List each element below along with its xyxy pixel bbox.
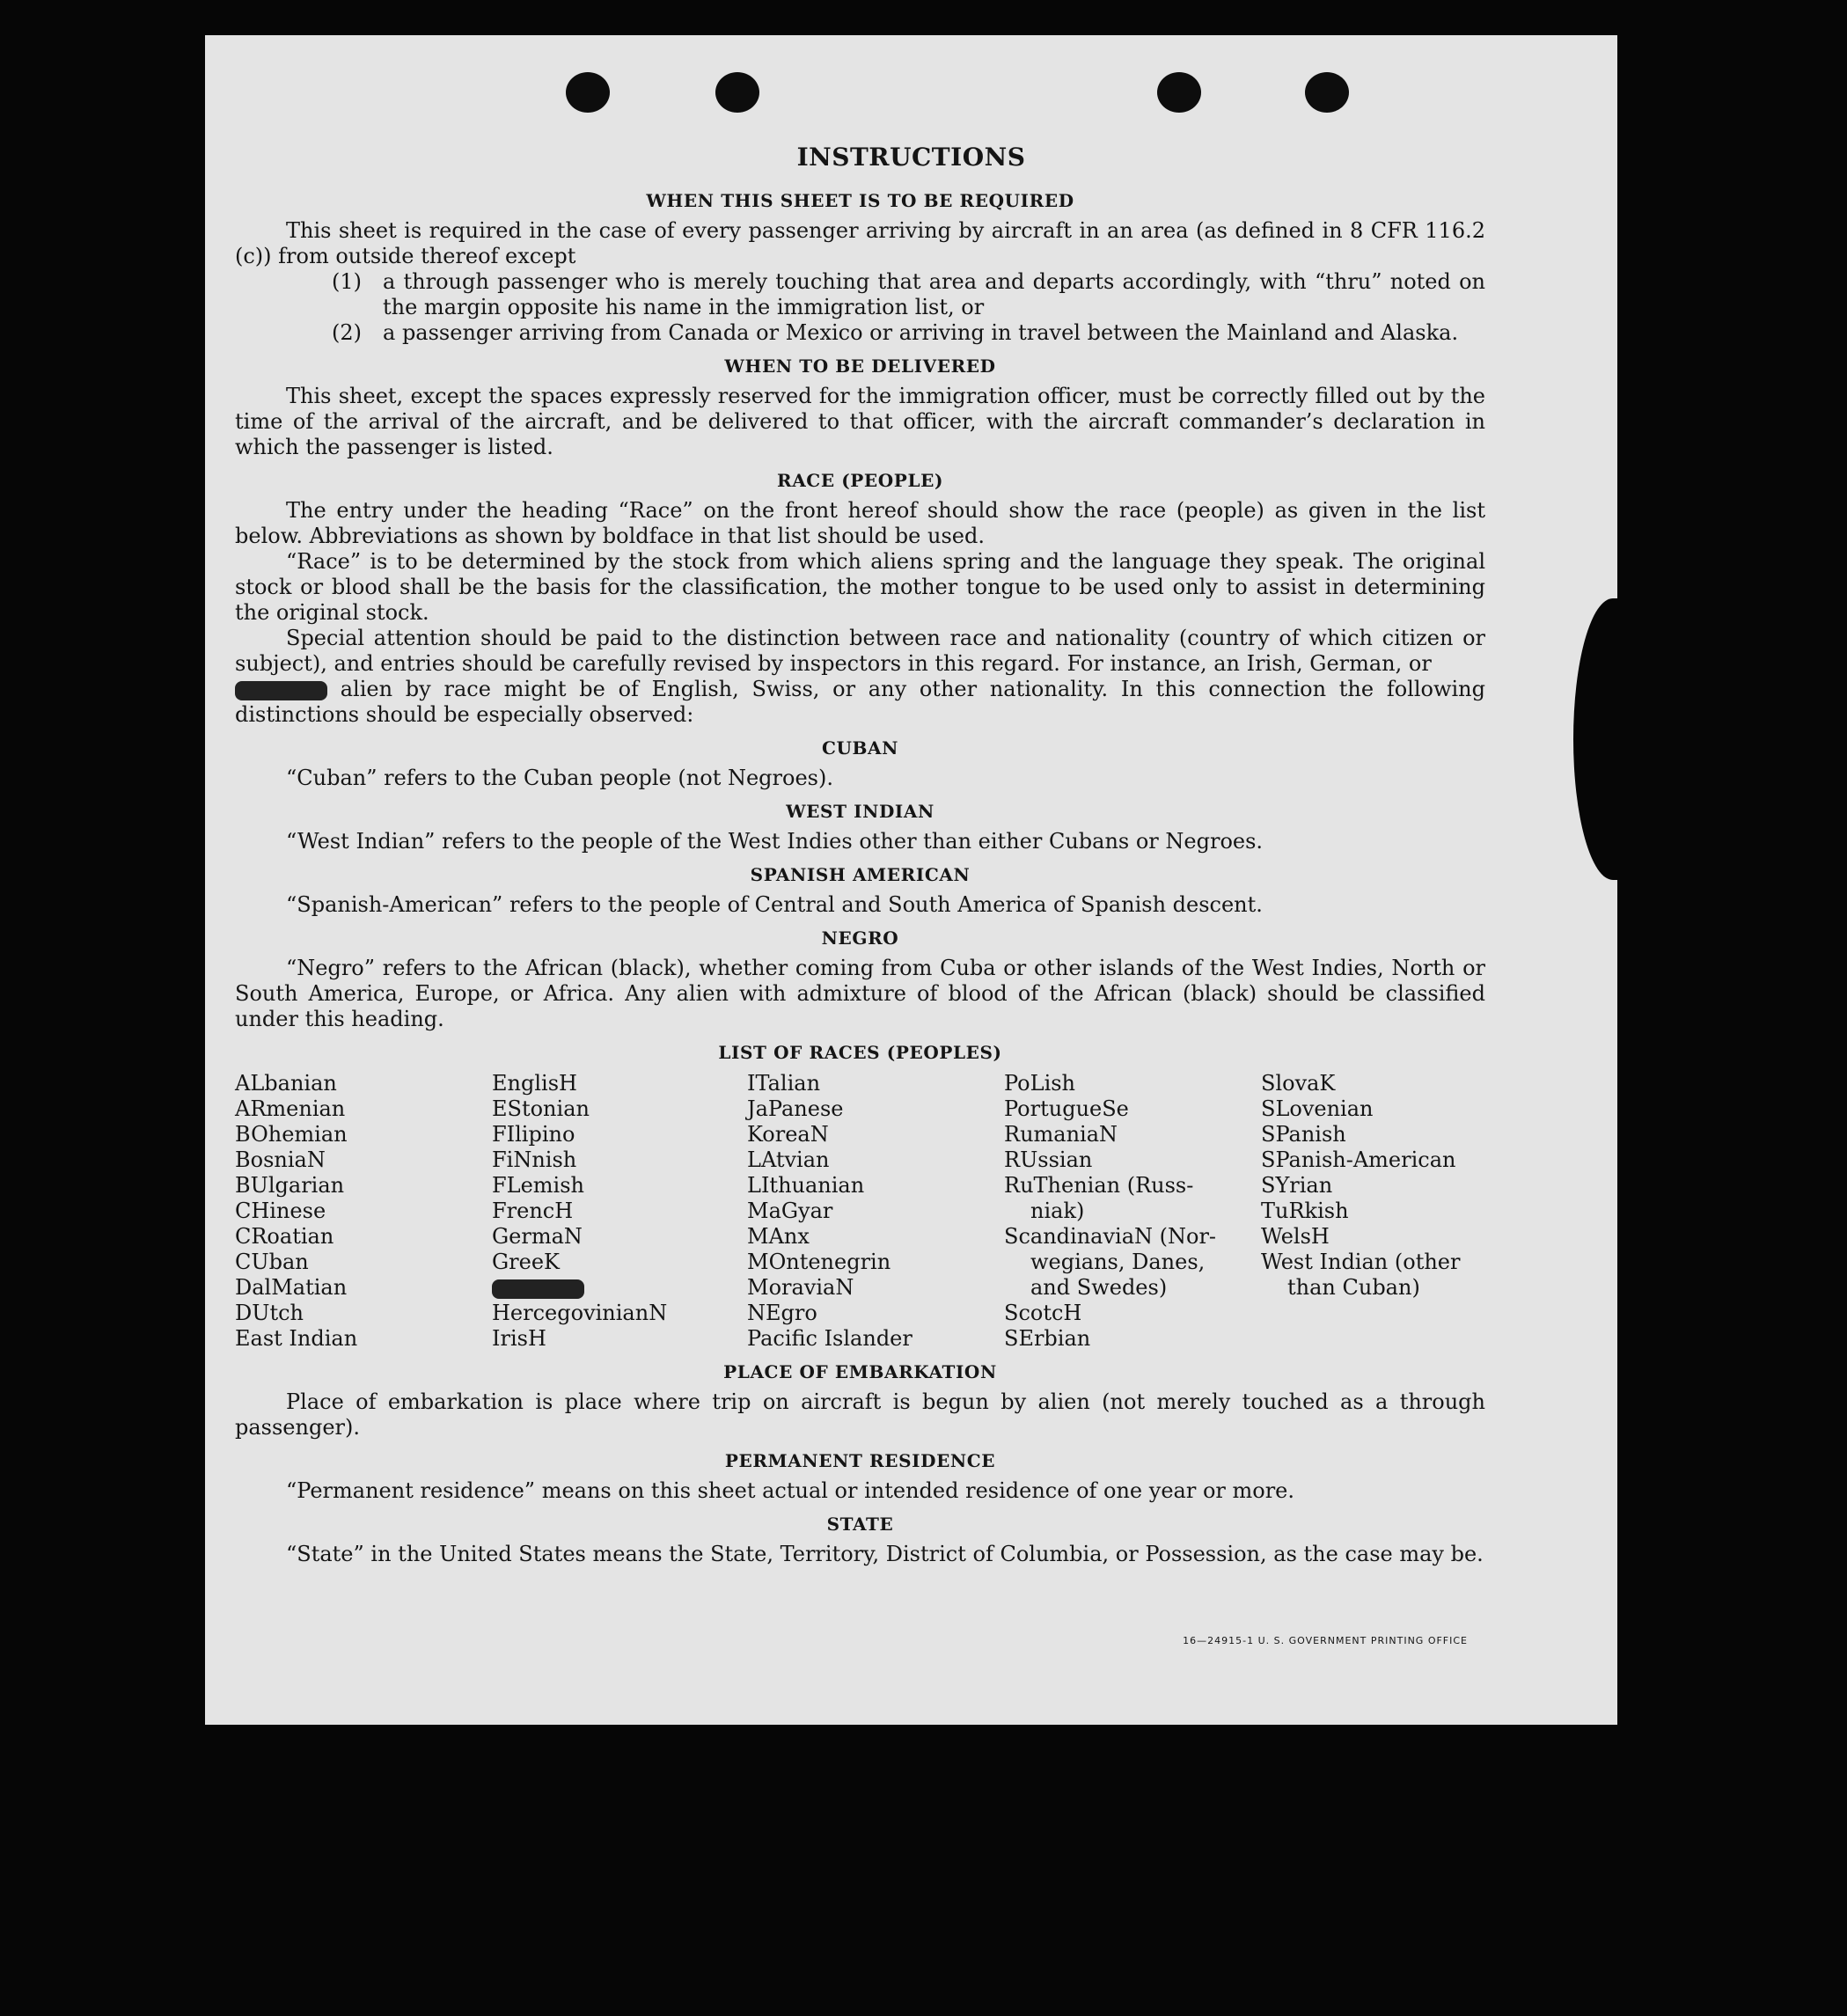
race-item: Pacific Islander (747, 1326, 913, 1351)
race-item: PortugueSe (1004, 1096, 1129, 1121)
redaction-mark (492, 1279, 584, 1299)
paragraph: “Spanish-American” refers to the people of Central and South America of Spanish descent. (286, 892, 1263, 917)
race-item: ITalian (747, 1071, 821, 1096)
race-item: niak) (1030, 1199, 1085, 1223)
item-text: a passenger arriving from Canada or Mexico or arriving in travel between the Mainland and Alaska. (383, 320, 1459, 345)
race-item: West Indian (other (1261, 1250, 1461, 1274)
race-item: GreeK (492, 1250, 560, 1274)
paragraph: “Race” is to be determined by the stock from which aliens spring and the language they speak. The original stock or blood shall be the basis for the classification, the mother tongue to be used only to assist in determining the original stock. (235, 549, 1485, 625)
item-number: (2) (332, 320, 362, 345)
punch-hole (715, 72, 759, 113)
section-heading: WHEN TO BE DELIVERED (724, 356, 996, 377)
race-item: ARmenian (235, 1096, 346, 1121)
race-item: ScandinaviaN (Nor- (1004, 1224, 1217, 1249)
race-item: FiNnish (492, 1147, 577, 1172)
race-item: SYrian (1261, 1173, 1333, 1198)
section-heading: WHEN THIS SHEET IS TO BE REQUIRED (646, 190, 1074, 211)
race-item: EnglisH (492, 1071, 577, 1096)
section-heading: LIST OF RACES (PEOPLES) (718, 1042, 1002, 1063)
paragraph: Place of embarkation is place where trip on aircraft is begun by alien (not merely touched as a through passenger). (235, 1389, 1485, 1440)
punch-hole (1157, 72, 1201, 113)
paragraph: “Cuban” refers to the Cuban people (not Negroes). (286, 766, 833, 790)
punch-hole (566, 72, 610, 113)
race-item: LAtvian (747, 1147, 830, 1172)
race-item: RumaniaN (1004, 1122, 1118, 1147)
race-item: HercegovinianN (492, 1301, 668, 1325)
race-item: ScotcH (1004, 1301, 1082, 1325)
race-item: EStonian (492, 1096, 590, 1121)
race-item: BUlgarian (235, 1173, 345, 1198)
race-item: CRoatian (235, 1224, 334, 1249)
race-item: IrisH (492, 1326, 546, 1351)
race-item: FrencH (492, 1199, 574, 1223)
section-heading: PLACE OF EMBARKATION (723, 1361, 997, 1382)
list-item (332, 320, 1485, 346)
paragraph-text: alien by race might be of English, Swiss, or any other nationality. In this connection the following distinctions should be especially observed: (235, 677, 1485, 727)
paragraph: “State” in the United States means the State, Territory, District of Columbia, or Possession, as the case may be. (286, 1542, 1484, 1566)
race-item: and Swedes) (1030, 1275, 1168, 1300)
section-heading: RACE (PEOPLE) (776, 470, 944, 491)
paragraph: The entry under the heading “Race” on the front hereof should show the race (people) as given in the list below. Abbreviations as shown by boldface in that list should be used. (235, 498, 1485, 548)
race-column (747, 1071, 1004, 1352)
race-item: SlovaK (1261, 1071, 1336, 1096)
race-item: JaPanese (747, 1096, 844, 1121)
race-item: TuRkish (1261, 1199, 1349, 1223)
race-item: CHinese (235, 1199, 326, 1223)
section-heading: STATE (826, 1514, 894, 1535)
paragraph: “Negro” refers to the African (black), whether coming from Cuba or other islands of the West Indies, North or South America, Europe, or Africa. Any alien with admixture of blood of the African (black) should be classified under this heading. (235, 956, 1485, 1031)
section-heading: PERMANENT RESIDENCE (724, 1450, 996, 1471)
race-item: FIlipino (492, 1122, 575, 1147)
race-item: RuThenian (Russ- (1004, 1173, 1194, 1198)
punch-hole (1305, 72, 1349, 113)
section-heading: SPANISH AMERICAN (750, 864, 971, 885)
race-item: MoraviaN (747, 1275, 854, 1300)
race-item: KoreaN (747, 1122, 829, 1147)
race-column (492, 1071, 747, 1352)
race-item: MOntenegrin (747, 1250, 891, 1274)
printer-imprint: 16—24915-1 U. S. GOVERNMENT PRINTING OFFICE (1183, 1635, 1468, 1646)
torn-edge (1573, 598, 1617, 880)
document-sheet (205, 35, 1617, 1725)
item-text: a through passenger who is merely touching that area and departs accordingly, with “thru” noted on the margin opposite his name in the immigration list, or (383, 269, 1485, 319)
race-item: SPanish-American (1261, 1147, 1456, 1172)
page-title: INSTRUCTIONS (796, 143, 1026, 172)
race-item: NEgro (747, 1301, 817, 1325)
race-item: LIthuanian (747, 1173, 865, 1198)
redaction-mark (235, 681, 327, 700)
paragraph: “Permanent residence” means on this sheet actual or intended residence of one year or more. (286, 1478, 1294, 1503)
section-heading: WEST INDIAN (786, 801, 934, 822)
race-item: WelsH (1261, 1224, 1330, 1249)
section-heading: NEGRO (821, 927, 899, 949)
race-item: East Indian (235, 1326, 358, 1351)
race-column (1004, 1071, 1261, 1352)
instructions-body (235, 180, 1485, 1567)
race-item: SLovenian (1261, 1096, 1374, 1121)
race-item: SPanish (1261, 1122, 1346, 1147)
race-item: MAnx (747, 1224, 810, 1249)
race-item: BosniaN (235, 1147, 326, 1172)
race-column (235, 1071, 492, 1352)
paragraph-continued (235, 677, 1485, 728)
item-number: (1) (332, 269, 362, 294)
race-column (1261, 1071, 1492, 1352)
race-list (235, 1071, 1485, 1352)
race-item: BOhemian (235, 1122, 348, 1147)
list-item (332, 269, 1485, 320)
paragraph: Special attention should be paid to the distinction between race and nationality (country of which citizen or subject), and entries should be carefully revised by inspectors in this regard. For instance, an Irish, German, or (235, 626, 1485, 676)
race-item: SErbian (1004, 1326, 1091, 1351)
race-item: wegians, Danes, (1030, 1250, 1206, 1274)
paragraph: “West Indian” refers to the people of the West Indies other than either Cubans or Negroes. (286, 829, 1264, 854)
paragraph: This sheet, except the spaces expressly reserved for the immigration officer, must be correctly filled out by the time of the arrival of the aircraft, and be delivered to that officer, with the aircraft commander’s declaration in which the passenger is listed. (235, 384, 1485, 459)
race-item: MaGyar (747, 1199, 833, 1223)
race-item: GermaN (492, 1224, 583, 1249)
race-item: CUban (235, 1250, 309, 1274)
race-item: DalMatian (235, 1275, 348, 1300)
race-item: PoLish (1004, 1071, 1076, 1096)
race-item-redacted (492, 1275, 747, 1301)
race-item: RUssian (1004, 1147, 1093, 1172)
race-item: than Cuban) (1287, 1275, 1420, 1300)
race-item: FLemish (492, 1173, 584, 1198)
race-item: ALbanian (235, 1071, 337, 1096)
paragraph: This sheet is required in the case of every passenger arriving by aircraft in an area (as defined in 8 CFR 116.2 (c)) from outside thereof except (235, 218, 1485, 268)
race-item: DUtch (235, 1301, 304, 1325)
section-heading: CUBAN (821, 737, 899, 759)
